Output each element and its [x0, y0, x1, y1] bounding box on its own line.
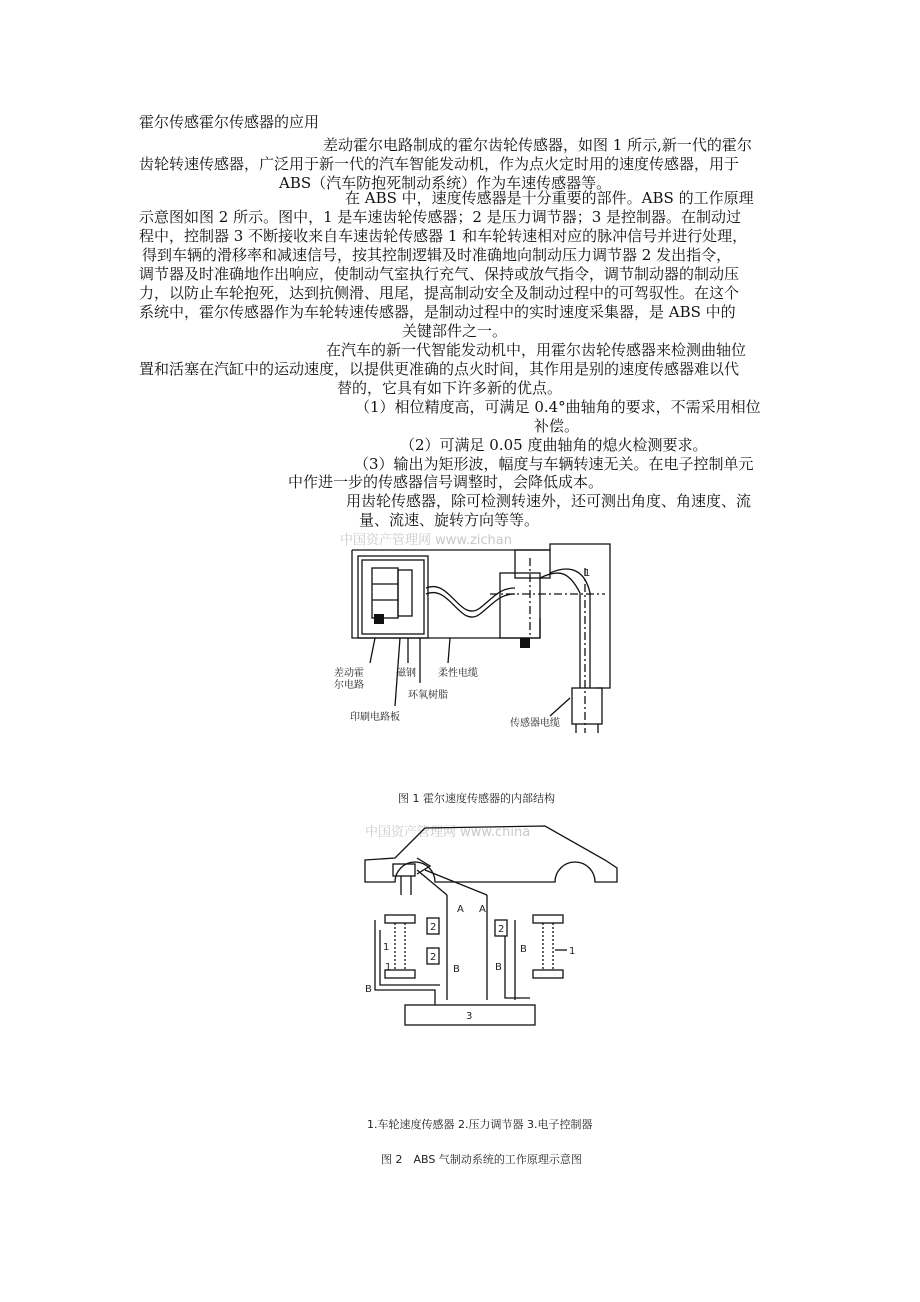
- figure-1-hall-sensor-diagram: [300, 528, 630, 738]
- paragraph-line: 关键部件之一。: [402, 322, 508, 340]
- label-1-right: 1: [569, 946, 576, 957]
- figure-2-caption: 图 2 ABS 气制动系统的工作原理示意图: [381, 1153, 582, 1166]
- list-item: （2）可满足 0.05 度曲轴角的熄火检测要求。: [400, 436, 708, 454]
- label-flexible-cable: 柔性电缆: [438, 668, 478, 679]
- label-2-upper: 2: [430, 922, 437, 933]
- label-B-left: B: [365, 984, 372, 995]
- label-diff-hall-2: 尔电路: [334, 680, 364, 691]
- paragraph-line: 系统中，霍尔传感器作为车轮转速传感器，是制动过程中的实时速度采集器，是 ABS 中的: [139, 303, 736, 321]
- paragraph-line: 置和活塞在汽缸中的运动速度，以提供更准确的点火时间，其作用是别的速度传感器难以代: [139, 360, 740, 378]
- label-1-left: 1: [383, 942, 390, 953]
- label-sensor-cable: 传感器电缆: [510, 718, 560, 729]
- paragraph-line: 力，以防止车轮抱死，达到抗侧滑、甩尾，提高制动安全及制动过程中的可驾驭性。在这个: [139, 284, 740, 302]
- label-1-left-lower: 1: [385, 962, 392, 973]
- paragraph-line: 齿轮转速传感器，广泛用于新一代的汽车智能发动机，作为点火定时用的速度传感器，用于: [139, 155, 740, 173]
- label-A-right: A: [479, 904, 486, 915]
- paragraph-line: 调节器及时准确地作出响应，使制动气室执行充气、保持或放气指令，调节制动器的制动压: [139, 265, 740, 283]
- document-title: 霍尔传感霍尔传感器的应用: [139, 113, 320, 131]
- figure-2-abs-diagram: [355, 820, 625, 1032]
- list-item: （1）相位精度高，可满足 0.4°曲轴角的要求，不需采用相位: [355, 398, 761, 416]
- paragraph-line: 程中，控制器 3 不断接收来自车速齿轮传感器 1 和车轮转速相对应的脉冲信号并进行处理，: [139, 227, 748, 245]
- figure-1-caption: 图 1 霍尔速度传感器的内部结构: [398, 792, 555, 805]
- paragraph-line: ABS（汽车防抱死制动系统）作为车速传感器等。: [279, 174, 612, 192]
- list-item: 中作进一步的传感器信号调整时，会降低成本。: [288, 473, 604, 491]
- label-B-center-right: B: [495, 962, 502, 973]
- label-2-lower: 2: [430, 952, 437, 963]
- list-item: （3）输出为矩形波，幅度与车辆转速无关。在电子控制单元: [354, 455, 754, 473]
- paragraph-line: 在 ABS 中，速度传感器是十分重要的部件。ABS 的工作原理: [345, 189, 754, 207]
- paragraph-line: 量、流速、旋转方向等等。: [359, 511, 540, 529]
- paragraph-line: 用齿轮传感器，除可检测转速外，还可测出角度、角速度、流: [346, 492, 752, 510]
- list-item: 补偿。: [534, 417, 580, 435]
- paragraph-line: 得到车辆的滑移率和减速信号，按其控制逻辑及时准确地向制动压力调节器 2 发出指令，: [142, 246, 732, 264]
- label-magnet: 磁钢: [396, 668, 416, 679]
- label-A-left: A: [457, 904, 464, 915]
- label-number-1: 1: [584, 568, 591, 579]
- paragraph-line: 替的，它具有如下许多新的优点。: [337, 379, 563, 397]
- paragraph-line: 示意图如图 2 所示。图中，1 是车速齿轮传感器；2 是压力调节器；3 是控制器。在制动过: [139, 208, 742, 226]
- figure-2-legend: 1.车轮速度传感器 2.压力调节器 3.电子控制器: [367, 1118, 593, 1131]
- label-B-right: B: [520, 944, 527, 955]
- label-pcb: 印刷电路板: [350, 712, 400, 723]
- label-epoxy: 环氧树脂: [408, 690, 448, 701]
- watermark: 中国资产管理网 www.zichan: [340, 533, 512, 548]
- label-2-right: 2: [498, 924, 505, 935]
- paragraph-line: 在汽车的新一代智能发动机中，用霍尔齿轮传感器来检测曲轴位: [326, 341, 747, 359]
- watermark: 中国资产管理网 www.china: [365, 825, 531, 840]
- label-diff-hall-1: 差动霍: [334, 668, 364, 679]
- label-3-controller: 3: [466, 1011, 473, 1022]
- label-B-center: B: [453, 964, 460, 975]
- paragraph-line: 差动霍尔电路制成的霍尔齿轮传感器，如图 1 所示,新一代的霍尔: [323, 136, 752, 154]
